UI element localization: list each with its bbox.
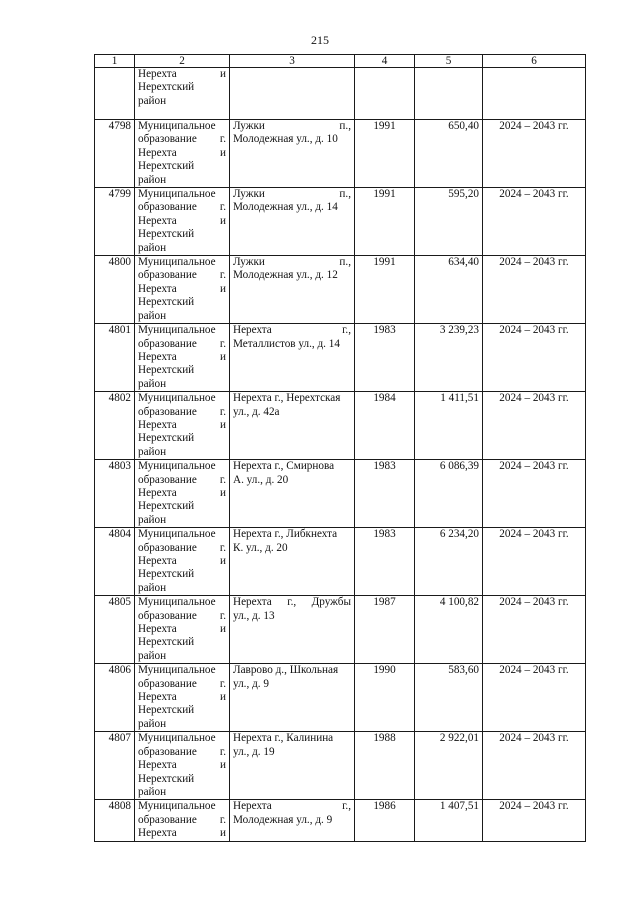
municipality-line: район [138,173,167,186]
municipality-cell [135,528,230,596]
municipality-line: Нерехта и [138,827,226,840]
year-cell [355,68,415,120]
address-line: Нерехта г., Смирнова [233,460,335,473]
municipality-line: район [138,94,167,107]
year-cell: 1991 [355,188,415,256]
year-cell: 1986 [355,800,415,841]
municipality-line: район [138,309,167,322]
municipality-line: образование г. [138,609,226,622]
municipality-line: Нерехта и [138,282,226,295]
year-cell: 1990 [355,664,415,732]
address-line: Металлистов ул., д. 14 [233,337,340,350]
municipality-line: образование г. [138,541,226,554]
municipality-line: Нерехта и [138,623,226,636]
municipality-line: образование г. [138,677,226,690]
municipality-line: Муниципальное [138,392,216,405]
municipality-line: Нерехта и [138,146,226,159]
municipality-line: образование г. [138,473,226,486]
municipality-line: образование г. [138,405,226,418]
area-cell: 6 234,20 [415,528,483,596]
address-cell [230,732,355,800]
municipality-line: Муниципальное [138,528,216,541]
municipality-line: район [138,377,167,390]
area-cell: 595,20 [415,188,483,256]
municipality-line: Нерехтский [138,364,195,377]
address-line: ул., д. 9 [233,677,269,690]
municipality-line: район [138,513,167,526]
municipality-cell [135,256,230,324]
municipality-line: Нерехтский [138,81,195,94]
area-cell: 6 086,39 [415,460,483,528]
address-line: Лаврово д., Школьная [233,664,339,677]
table-row [95,732,586,800]
address-cell [230,800,355,841]
municipality-cell [135,120,230,188]
record-number-cell: 4801 [95,324,135,392]
municipality-line: Нерехтский [138,500,195,513]
municipality-line: образование г. [138,813,226,826]
record-number-cell: 4805 [95,596,135,664]
record-number-cell: 4800 [95,256,135,324]
address-line: Нерехта г., Либкнехта [233,528,338,541]
municipality-line: Муниципальное [138,460,216,473]
record-number-cell: 4808 [95,800,135,841]
municipality-line: Нерехта и [138,486,226,499]
address-line: Лужки п., [233,188,351,201]
period-cell [483,68,586,120]
municipality-line: район [138,785,167,798]
table-row [95,596,586,664]
municipality-line: район [138,581,167,594]
address-line: Лужки п., [233,256,351,269]
municipality-cell [135,392,230,460]
column-header: 4 [355,55,415,68]
municipality-line: Нерехта и [138,691,226,704]
table-row [95,460,586,528]
municipality-line: район [138,649,167,662]
address-cell [230,256,355,324]
municipality-line: Нерехта и [138,759,226,772]
municipality-line: образование г. [138,269,226,282]
year-cell: 1987 [355,596,415,664]
record-number-cell [95,68,135,120]
column-number-row [95,55,586,68]
period-cell: 2024 – 2043 гг. [483,800,586,841]
address-line: К. ул., д. 20 [233,541,288,554]
municipality-line: Муниципальное [138,664,216,677]
municipality-cell [135,324,230,392]
municipality-line: Муниципальное [138,324,216,337]
area-cell: 3 239,23 [415,324,483,392]
municipality-line: Нерехта и [138,68,226,80]
municipality-cell [135,188,230,256]
record-number-cell: 4802 [95,392,135,460]
area-cell: 1 411,51 [415,392,483,460]
municipality-line: Нерехта и [138,555,226,567]
municipality-line: Нерехта и [138,418,226,431]
year-cell: 1988 [355,732,415,800]
municipality-line: образование г. [138,337,226,350]
address-line: ул., д. 42а [233,405,280,418]
municipality-line: Муниципальное [138,732,216,745]
year-cell: 1991 [355,256,415,324]
area-cell: 650,40 [415,120,483,188]
municipality-line: Нерехтский [138,772,195,785]
address-cell [230,324,355,392]
municipality-line: Муниципальное [138,120,216,132]
municipality-cell [135,664,230,732]
table-row [95,188,586,256]
register-body [95,68,586,842]
period-cell: 2024 – 2043 гг. [483,596,586,664]
municipality-line: Нерехтский [138,568,195,581]
table-row [95,528,586,596]
municipality-cell [135,68,230,120]
table-row [95,324,586,392]
address-line: Нерехта г., Калинина [233,732,334,745]
period-cell: 2024 – 2043 гг. [483,324,586,392]
address-cell [230,392,355,460]
address-cell [230,68,355,120]
table-row [95,664,586,732]
column-header: 5 [415,55,483,68]
municipality-line: Муниципальное [138,188,216,201]
municipality-line: Муниципальное [138,256,216,269]
table-row [95,120,586,188]
address-line: Нерехта г., Дружбы [233,596,351,609]
period-cell: 2024 – 2043 гг. [483,732,586,800]
address-line: Молодежная ул., д. 14 [233,201,338,214]
period-cell: 2024 – 2043 гг. [483,188,586,256]
record-number-cell: 4798 [95,120,135,188]
municipality-line: Нерехта и [138,214,226,227]
address-line: Нерехта г., Нерехтская [233,392,341,405]
table-row [95,392,586,460]
column-header: 3 [230,55,355,68]
address-line: ул., д. 19 [233,745,275,758]
period-cell: 2024 – 2043 гг. [483,256,586,324]
address-cell [230,596,355,664]
municipality-line: Нерехтский [138,432,195,445]
year-cell: 1983 [355,324,415,392]
area-cell: 4 100,82 [415,596,483,664]
record-number-cell: 4804 [95,528,135,596]
area-cell [415,68,483,120]
municipality-line: образование г. [138,133,226,146]
municipality-line: Муниципальное [138,800,216,813]
municipality-line: Нерехтский [138,704,195,717]
address-cell [230,120,355,188]
municipality-cell [135,460,230,528]
municipality-line: район [138,241,167,254]
area-cell: 2 922,01 [415,732,483,800]
period-cell: 2024 – 2043 гг. [483,528,586,596]
housing-register-table [94,54,586,842]
column-header: 6 [483,55,586,68]
municipality-line: Нерехтский [138,228,195,241]
area-cell: 1 407,51 [415,800,483,841]
address-line: Нерехта г., [233,800,351,813]
municipality-line: образование г. [138,745,226,758]
year-cell: 1983 [355,460,415,528]
table-row [95,800,586,841]
address-cell [230,460,355,528]
page-number: 215 [311,33,329,47]
municipality-cell [135,800,230,841]
area-cell: 634,40 [415,256,483,324]
municipality-line: Нерехта и [138,350,226,363]
record-number-cell: 4806 [95,664,135,732]
table-row-continued [95,68,586,120]
area-cell: 583,60 [415,664,483,732]
municipality-line: образование г. [138,201,226,214]
period-cell: 2024 – 2043 гг. [483,120,586,188]
municipality-line: Нерехтский [138,296,195,309]
address-line: ул., д. 13 [233,609,275,622]
address-line: А. ул., д. 20 [233,473,289,486]
address-cell [230,188,355,256]
period-cell: 2024 – 2043 гг. [483,664,586,732]
record-number-cell: 4799 [95,188,135,256]
address-line: Молодежная ул., д. 10 [233,133,338,146]
column-header: 2 [135,55,230,68]
municipality-line: район [138,445,167,458]
municipality-cell [135,732,230,800]
municipality-line: Муниципальное [138,596,216,609]
municipality-line: район [138,717,167,730]
year-cell: 1983 [355,528,415,596]
address-cell [230,664,355,732]
municipality-line: Нерехтский [138,636,195,649]
column-header: 1 [95,55,135,68]
table-row [95,256,586,324]
period-cell: 2024 – 2043 гг. [483,460,586,528]
municipality-cell [135,596,230,664]
year-cell: 1991 [355,120,415,188]
address-line: Молодежная ул., д. 9 [233,813,333,826]
year-cell: 1984 [355,392,415,460]
municipality-line: Нерехтский [138,160,195,173]
address-cell [230,528,355,596]
address-line: Лужки п., [233,120,351,132]
address-line: Молодежная ул., д. 12 [233,269,338,282]
address-line: Нерехта г., [233,324,351,337]
period-cell: 2024 – 2043 гг. [483,392,586,460]
record-number-cell: 4807 [95,732,135,800]
record-number-cell: 4803 [95,460,135,528]
